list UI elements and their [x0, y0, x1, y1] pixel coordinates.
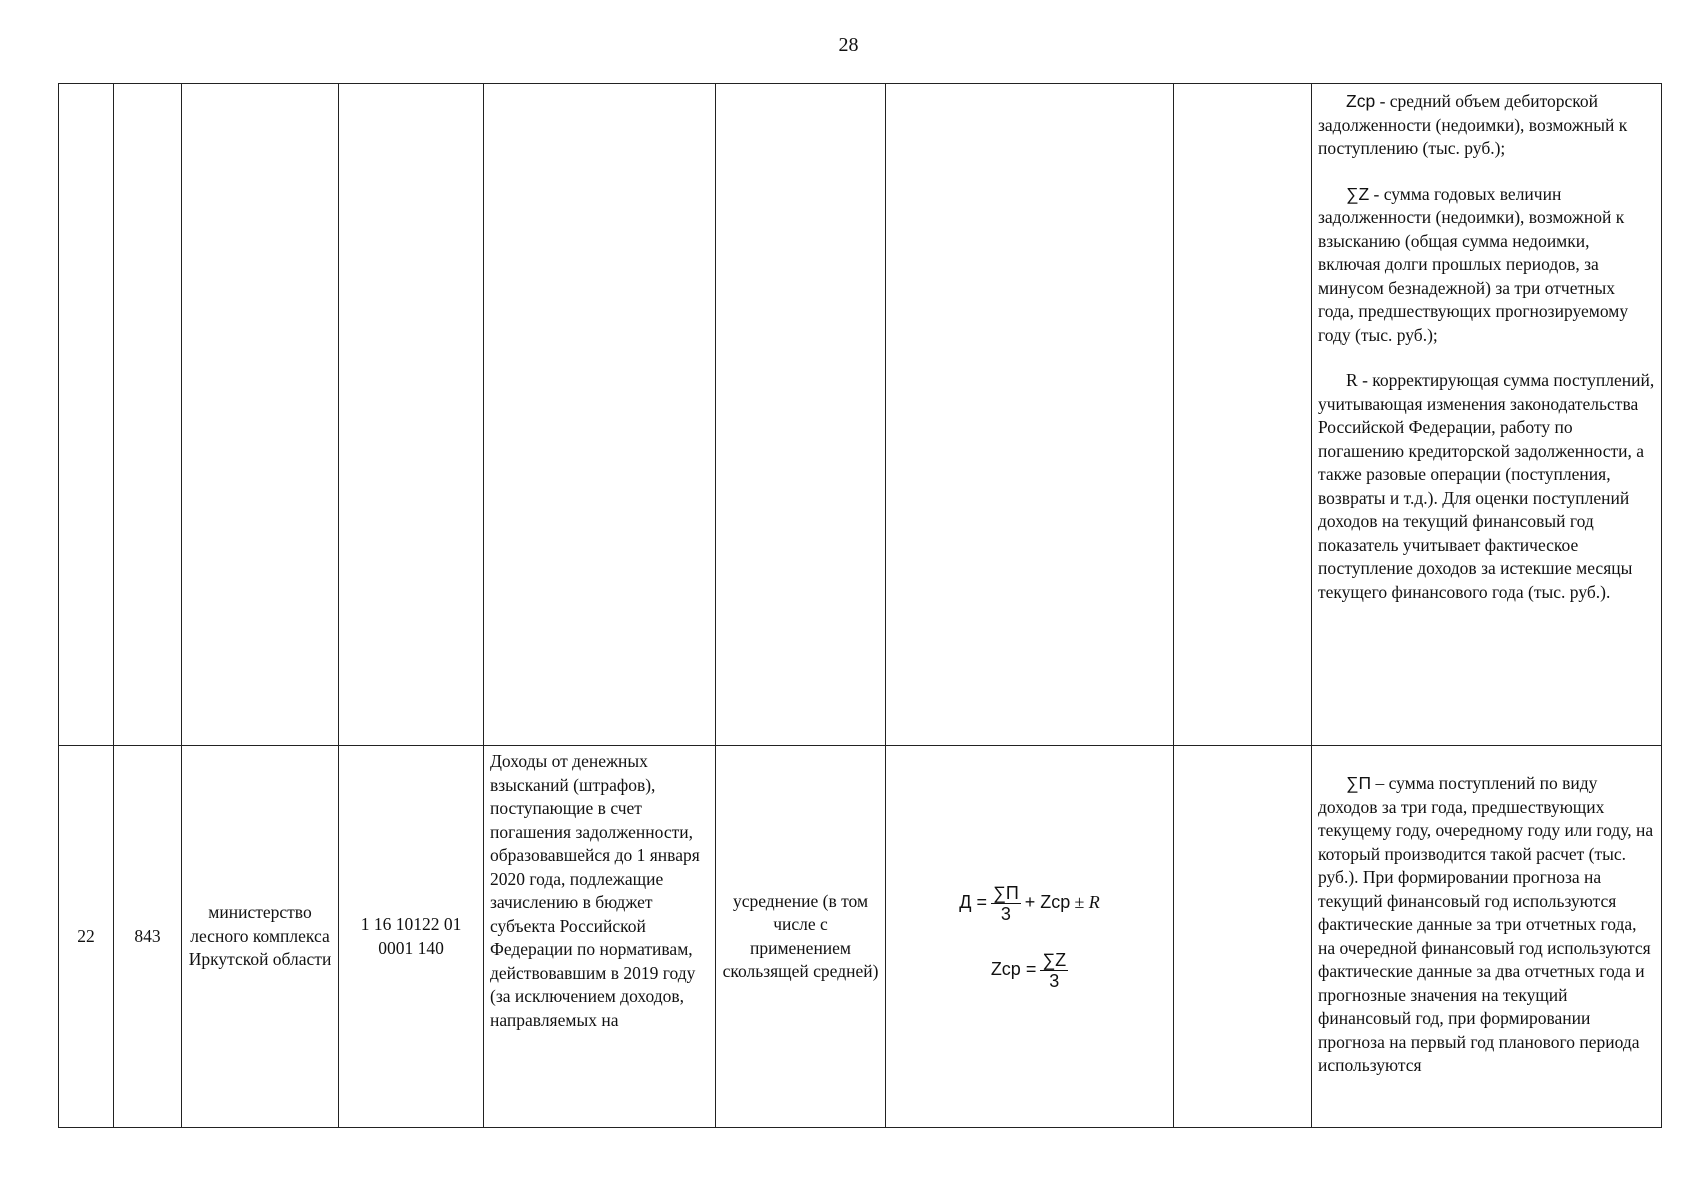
- formula-line-zcp: [892, 950, 1167, 991]
- fraction-denominator: 3: [1049, 970, 1060, 991]
- cell-empty: [59, 84, 114, 746]
- formula-symbol: R: [1346, 370, 1358, 390]
- formula-lhs: Д =: [959, 892, 987, 913]
- desc-text: - средний объем дебиторской задолженности (недоимки), возможный к поступлению (тыс. руб.);: [1318, 91, 1628, 158]
- table-row-22: [59, 746, 1662, 1128]
- cell-empty: [182, 84, 339, 746]
- table-row-continued: [59, 84, 1662, 746]
- formula-symbol: ∑Z: [1346, 183, 1370, 204]
- formula-symbol: Zср: [1346, 91, 1376, 111]
- cell-calculation-description: [1312, 84, 1662, 746]
- cell-row-number: 22: [59, 746, 114, 1128]
- formula-term: + Zср: [1024, 892, 1071, 913]
- formula-line-d: [892, 883, 1167, 924]
- formula-fraction: [1040, 950, 1068, 991]
- formula-lhs: Zср =: [990, 959, 1037, 980]
- cell-empty: [716, 84, 886, 746]
- cell-empty: [886, 84, 1174, 746]
- cell-empty: [339, 84, 484, 746]
- desc-paragraph: [1318, 183, 1655, 348]
- cell-calculation-description: [1312, 746, 1662, 1128]
- cell-income-name: Доходы от денежных взысканий (штрафов), поступающие в счет погашения задолженности, образовавшейся до 1 января 2020 года, подлежащие зачислению в бюджет субъекта Российской Федерации по нормативам, действовавшим в 2019 году (за исключением доходов, направляемых на: [484, 746, 716, 1128]
- desc-text: – сумма поступлений по виду доходов за три года, предшествующих текущему году, очередному году или году, на который производится такой расчет (тыс. руб.). При формировании прогноза на текущий финансовый год используются фактические данные за три отчетных года, на очередной финансовый год используются фактические данные за два отчетных года и прогнозные значения на текущий финансовый год, при формировании прогноза на первый год планового периода используются: [1318, 773, 1654, 1075]
- formula-fraction: [991, 883, 1021, 924]
- revenue-forecast-table: [58, 83, 1662, 1128]
- fraction-numerator: ∑П: [993, 882, 1019, 903]
- desc-text: - корректирующая сумма поступлений, учитывающая изменения законодательства Российской Федерации, работу по погашению кредиторской задолженности, а также разовые операции (поступления, возвраты и т.д.). Для оценки поступлений доходов на текущий финансовый год показатель учитывает фактическое поступление доходов за истекшие месяцы текущего финансового года (тыс. руб.).: [1318, 370, 1655, 602]
- fraction-denominator: 3: [1000, 903, 1011, 924]
- fraction-numerator: ∑Z: [1042, 949, 1067, 970]
- cell-formula: [886, 746, 1174, 1128]
- cell-empty: [484, 84, 716, 746]
- kbk-line: 1 16 10122 01: [360, 914, 462, 934]
- formula-term: ± R: [1074, 892, 1100, 913]
- desc-paragraph: [1318, 369, 1655, 604]
- desc-paragraph: [1318, 90, 1655, 161]
- cell-calc-method: усреднение (в том числе с применением скользящей средней): [716, 746, 886, 1128]
- page-number: 28: [838, 34, 859, 56]
- desc-text: - сумма годовых величин задолженности (недоимки), возможной к взысканию (общая сумма недоимки, включая долги прошлых периодов, за минусом безнадежной) за три отчетных года, предшествующих прогнозируемому году (тыс. руб.);: [1318, 183, 1629, 345]
- cell-administrator: министерство лесного комплекса Иркутской области: [182, 746, 339, 1128]
- cell-empty: [1174, 746, 1312, 1128]
- cell-admin-code: 843: [114, 746, 182, 1128]
- formula-symbol: ∑П: [1346, 773, 1372, 793]
- desc-paragraph: [1318, 772, 1655, 1078]
- cell-empty: [114, 84, 182, 746]
- formula: [892, 883, 1167, 991]
- kbk-line: 0001 140: [378, 937, 444, 958]
- cell-empty: [1174, 84, 1312, 746]
- cell-kbk: [339, 746, 484, 1128]
